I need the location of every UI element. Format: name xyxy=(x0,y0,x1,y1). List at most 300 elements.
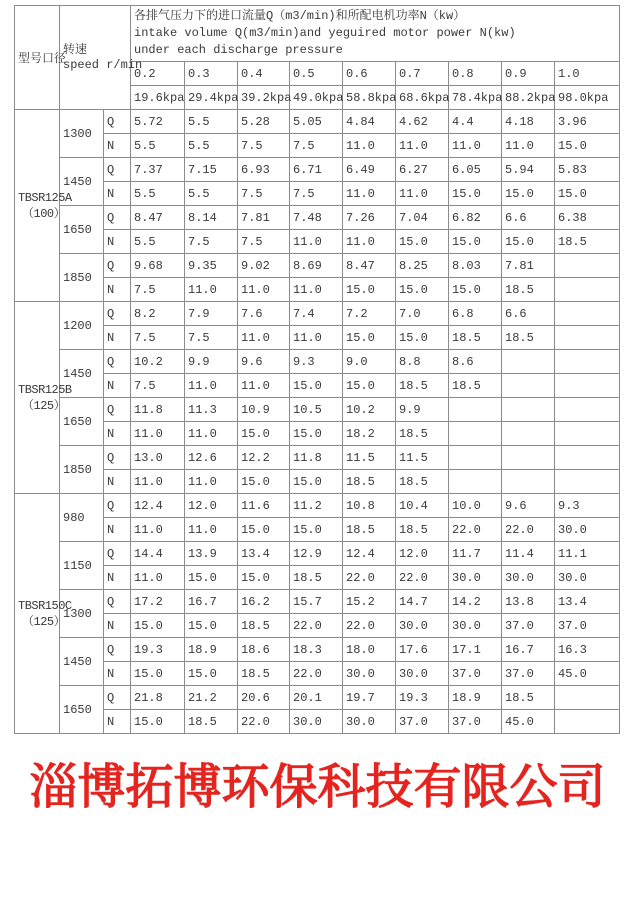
value-cell: 18.6 xyxy=(238,638,290,662)
value-cell: 22.0 xyxy=(238,710,290,734)
value-cell: 8.14 xyxy=(185,206,238,230)
pressure-header-cell: 0.5 xyxy=(290,62,343,86)
value-cell: 18.5 xyxy=(290,566,343,590)
value-cell xyxy=(449,422,502,446)
value-cell: 18.5 xyxy=(396,518,449,542)
value-cell: 21.8 xyxy=(131,686,185,710)
value-cell xyxy=(502,350,555,374)
value-cell: 8.47 xyxy=(343,254,396,278)
value-cell: 6.93 xyxy=(238,158,290,182)
value-cell: 7.5 xyxy=(238,182,290,206)
pressure-header-cell: 0.6 xyxy=(343,62,396,86)
value-cell: 9.02 xyxy=(238,254,290,278)
value-cell xyxy=(555,398,620,422)
n-label-cell: N xyxy=(104,614,131,638)
value-cell: 15.0 xyxy=(555,182,620,206)
model-cell xyxy=(15,110,72,302)
value-cell: 37.0 xyxy=(449,710,502,734)
value-cell: 15.0 xyxy=(238,470,290,494)
value-cell: 14.7 xyxy=(396,590,449,614)
value-cell xyxy=(449,398,502,422)
value-cell: 11.0 xyxy=(185,470,238,494)
value-cell: 18.5 xyxy=(502,278,555,302)
value-cell: 16.2 xyxy=(238,590,290,614)
value-cell: 5.5 xyxy=(131,230,185,254)
q-label-cell: Q xyxy=(104,254,131,278)
pressure-kpa-cell: 39.2kpa xyxy=(238,86,290,110)
pressure-header-cell: 0.4 xyxy=(238,62,290,86)
value-cell: 6.82 xyxy=(449,206,502,230)
value-cell: 11.0 xyxy=(185,278,238,302)
value-cell: 5.83 xyxy=(555,158,620,182)
q-label-cell: Q xyxy=(104,686,131,710)
value-cell: 12.4 xyxy=(343,542,396,566)
table-title-line3: under each discharge pressure xyxy=(134,43,343,57)
value-cell: 30.0 xyxy=(555,566,620,590)
value-cell: 11.1 xyxy=(555,542,620,566)
speed-cell: 1650 xyxy=(60,686,104,734)
pressure-header-cell: 0.2 xyxy=(131,62,185,86)
value-cell: 11.0 xyxy=(185,374,238,398)
value-cell: 11.0 xyxy=(238,326,290,350)
value-cell: 11.0 xyxy=(343,134,396,158)
value-cell: 30.0 xyxy=(449,614,502,638)
table-title-line1: 各排气压力下的进口流量Q（m3/min)和所配电机功率N（kw） xyxy=(134,9,466,23)
value-cell: 11.0 xyxy=(185,422,238,446)
value-cell: 12.0 xyxy=(185,494,238,518)
pressure-kpa-cell: 98.0kpa xyxy=(555,86,620,110)
value-cell: 7.48 xyxy=(290,206,343,230)
value-cell: 18.5 xyxy=(555,230,620,254)
n-label-cell: N xyxy=(104,278,131,302)
value-cell: 9.3 xyxy=(290,350,343,374)
value-cell: 20.1 xyxy=(290,686,343,710)
pressure-header-cell: 0.3 xyxy=(185,62,238,86)
value-cell: 9.9 xyxy=(396,398,449,422)
value-cell: 37.0 xyxy=(396,710,449,734)
q-label-cell: Q xyxy=(104,302,131,326)
value-cell: 7.81 xyxy=(238,206,290,230)
value-cell: 12.0 xyxy=(396,542,449,566)
speed-cell: 1450 xyxy=(60,350,104,398)
value-cell: 45.0 xyxy=(502,710,555,734)
value-cell: 19.3 xyxy=(131,638,185,662)
value-cell: 22.0 xyxy=(290,614,343,638)
value-cell: 8.25 xyxy=(396,254,449,278)
pressure-kpa-cell: 58.8kpa xyxy=(343,86,396,110)
value-cell: 15.0 xyxy=(449,278,502,302)
value-cell: 19.3 xyxy=(396,686,449,710)
value-cell: 7.9 xyxy=(185,302,238,326)
value-cell: 22.0 xyxy=(449,518,502,542)
value-cell: 7.0 xyxy=(396,302,449,326)
value-cell: 17.1 xyxy=(449,638,502,662)
value-cell: 5.94 xyxy=(502,158,555,182)
value-cell: 15.0 xyxy=(131,614,185,638)
q-label-cell: Q xyxy=(104,590,131,614)
value-cell: 5.5 xyxy=(185,134,238,158)
q-label-cell: Q xyxy=(104,494,131,518)
value-cell: 8.8 xyxy=(396,350,449,374)
value-cell: 15.0 xyxy=(396,230,449,254)
value-cell: 30.0 xyxy=(396,662,449,686)
value-cell: 18.5 xyxy=(396,374,449,398)
value-cell: 22.0 xyxy=(502,518,555,542)
speed-cell: 1200 xyxy=(60,302,104,350)
value-cell: 7.81 xyxy=(502,254,555,278)
value-cell: 11.0 xyxy=(131,422,185,446)
value-cell: 10.0 xyxy=(449,494,502,518)
n-label-cell: N xyxy=(104,326,131,350)
value-cell: 30.0 xyxy=(396,614,449,638)
pressure-kpa-cell: 49.0kpa xyxy=(290,86,343,110)
value-cell: 13.9 xyxy=(185,542,238,566)
value-cell: 11.8 xyxy=(131,398,185,422)
value-cell: 3.96 xyxy=(555,110,620,134)
value-cell: 8.2 xyxy=(131,302,185,326)
speed-label-cn: 转速 xyxy=(63,42,88,57)
value-cell: 21.2 xyxy=(185,686,238,710)
value-cell: 11.0 xyxy=(290,230,343,254)
value-cell: 37.0 xyxy=(555,614,620,638)
n-label-cell: N xyxy=(104,134,131,158)
value-cell: 7.37 xyxy=(131,158,185,182)
company-name: 淄博拓博环保科技有限公司 xyxy=(29,761,606,814)
value-cell: 12.2 xyxy=(238,446,290,470)
n-label-cell: N xyxy=(104,518,131,542)
value-cell: 6.8 xyxy=(449,302,502,326)
q-label-cell: Q xyxy=(104,542,131,566)
value-cell xyxy=(449,470,502,494)
value-cell xyxy=(555,278,620,302)
value-cell: 18.5 xyxy=(502,326,555,350)
table-title-line2: intake volume Q(m3/min)and yeguired motor power N(kw) xyxy=(134,26,516,40)
value-cell: 15.0 xyxy=(555,134,620,158)
value-cell: 15.0 xyxy=(238,422,290,446)
pressure-kpa-cell: 19.6kpa xyxy=(131,86,185,110)
pressure-header-cell: 0.9 xyxy=(502,62,555,86)
value-cell: 4.18 xyxy=(502,110,555,134)
value-cell: 15.0 xyxy=(343,278,396,302)
value-cell: 11.5 xyxy=(343,446,396,470)
value-cell: 11.0 xyxy=(502,134,555,158)
speed-cell: 1650 xyxy=(60,206,104,254)
speed-cell: 1850 xyxy=(60,254,104,302)
value-cell xyxy=(555,422,620,446)
value-cell xyxy=(555,302,620,326)
value-cell: 11.8 xyxy=(290,446,343,470)
value-cell: 15.0 xyxy=(343,326,396,350)
value-cell: 18.0 xyxy=(343,638,396,662)
value-cell: 22.0 xyxy=(396,566,449,590)
value-cell: 11.0 xyxy=(131,470,185,494)
value-cell: 4.62 xyxy=(396,110,449,134)
value-cell: 6.05 xyxy=(449,158,502,182)
value-cell: 5.5 xyxy=(131,134,185,158)
speed-cell: 1850 xyxy=(60,446,104,494)
value-cell: 15.0 xyxy=(131,710,185,734)
value-cell xyxy=(449,446,502,470)
spec-table xyxy=(14,5,620,734)
value-cell: 18.5 xyxy=(343,470,396,494)
value-cell: 6.38 xyxy=(555,206,620,230)
value-cell: 4.84 xyxy=(343,110,396,134)
value-cell: 9.35 xyxy=(185,254,238,278)
q-label-cell: Q xyxy=(104,110,131,134)
model-bore: （100） xyxy=(22,206,66,221)
value-cell: 15.0 xyxy=(290,374,343,398)
speed-label-en: speed r/min xyxy=(63,57,143,72)
value-cell: 18.5 xyxy=(238,662,290,686)
value-cell: 18.5 xyxy=(396,470,449,494)
value-cell: 30.0 xyxy=(555,518,620,542)
value-cell: 15.0 xyxy=(502,182,555,206)
value-cell: 11.2 xyxy=(290,494,343,518)
value-cell: 7.04 xyxy=(396,206,449,230)
value-cell: 5.72 xyxy=(131,110,185,134)
speed-column-header xyxy=(60,6,143,110)
value-cell: 11.5 xyxy=(396,446,449,470)
n-label-cell: N xyxy=(104,470,131,494)
value-cell xyxy=(502,446,555,470)
value-cell: 15.0 xyxy=(290,470,343,494)
value-cell: 11.0 xyxy=(343,230,396,254)
value-cell xyxy=(502,422,555,446)
value-cell: 7.5 xyxy=(290,182,343,206)
speed-cell: 1450 xyxy=(60,158,104,206)
value-cell: 13.4 xyxy=(555,590,620,614)
value-cell: 9.6 xyxy=(502,494,555,518)
value-cell: 6.6 xyxy=(502,302,555,326)
value-cell: 6.6 xyxy=(502,206,555,230)
value-cell: 9.3 xyxy=(555,494,620,518)
value-cell: 7.5 xyxy=(290,134,343,158)
pressure-kpa-cell: 78.4kpa xyxy=(449,86,502,110)
value-cell: 11.6 xyxy=(238,494,290,518)
value-cell: 30.0 xyxy=(449,566,502,590)
pressure-header-cell: 0.8 xyxy=(449,62,502,86)
q-label-cell: Q xyxy=(104,350,131,374)
pressure-header-cell: 0.7 xyxy=(396,62,449,86)
value-cell: 15.0 xyxy=(238,566,290,590)
value-cell: 16.3 xyxy=(555,638,620,662)
value-cell: 10.2 xyxy=(343,398,396,422)
value-cell: 10.8 xyxy=(343,494,396,518)
value-cell: 15.0 xyxy=(449,230,502,254)
value-cell: 15.0 xyxy=(290,518,343,542)
value-cell: 15.0 xyxy=(185,662,238,686)
value-cell: 18.9 xyxy=(185,638,238,662)
value-cell: 7.4 xyxy=(290,302,343,326)
n-label-cell: N xyxy=(104,374,131,398)
value-cell: 19.7 xyxy=(343,686,396,710)
speed-cell: 1150 xyxy=(60,542,104,590)
value-cell: 18.5 xyxy=(343,518,396,542)
value-cell: 8.6 xyxy=(449,350,502,374)
value-cell: 13.0 xyxy=(131,446,185,470)
value-cell: 22.0 xyxy=(290,662,343,686)
n-label-cell: N xyxy=(104,710,131,734)
value-cell xyxy=(555,326,620,350)
value-cell: 5.5 xyxy=(185,110,238,134)
value-cell: 7.5 xyxy=(131,374,185,398)
value-cell: 7.5 xyxy=(131,278,185,302)
value-cell: 18.5 xyxy=(502,686,555,710)
speed-cell: 1300 xyxy=(60,590,104,638)
value-cell: 10.9 xyxy=(238,398,290,422)
value-cell: 11.4 xyxy=(502,542,555,566)
value-cell: 18.5 xyxy=(238,614,290,638)
q-label-cell: Q xyxy=(104,398,131,422)
value-cell: 7.15 xyxy=(185,158,238,182)
value-cell xyxy=(502,470,555,494)
value-cell: 11.0 xyxy=(290,326,343,350)
value-cell: 8.47 xyxy=(131,206,185,230)
value-cell: 15.0 xyxy=(238,518,290,542)
value-cell: 22.0 xyxy=(343,566,396,590)
value-cell: 17.2 xyxy=(131,590,185,614)
value-cell xyxy=(555,710,620,734)
value-cell: 7.6 xyxy=(238,302,290,326)
model-column-header: 型号口径 xyxy=(15,6,60,110)
value-cell: 37.0 xyxy=(502,662,555,686)
value-cell: 12.4 xyxy=(131,494,185,518)
value-cell xyxy=(555,470,620,494)
speed-cell: 1300 xyxy=(60,110,104,158)
value-cell xyxy=(555,254,620,278)
value-cell: 11.7 xyxy=(449,542,502,566)
value-cell: 15.0 xyxy=(396,326,449,350)
value-cell: 30.0 xyxy=(343,710,396,734)
value-cell: 7.5 xyxy=(185,326,238,350)
value-cell: 11.0 xyxy=(185,518,238,542)
model-bore: （125） xyxy=(22,614,66,629)
n-label-cell: N xyxy=(104,422,131,446)
speed-cell: 1450 xyxy=(60,638,104,686)
value-cell: 15.7 xyxy=(290,590,343,614)
value-cell: 6.71 xyxy=(290,158,343,182)
value-cell: 7.5 xyxy=(185,230,238,254)
value-cell: 5.28 xyxy=(238,110,290,134)
value-cell: 18.3 xyxy=(290,638,343,662)
value-cell: 9.9 xyxy=(185,350,238,374)
value-cell: 11.0 xyxy=(396,134,449,158)
value-cell: 22.0 xyxy=(343,614,396,638)
value-cell xyxy=(555,686,620,710)
value-cell: 5.05 xyxy=(290,110,343,134)
value-cell: 8.03 xyxy=(449,254,502,278)
q-label-cell: Q xyxy=(104,638,131,662)
pressure-header-cell: 1.0 xyxy=(555,62,620,86)
value-cell: 15.0 xyxy=(131,662,185,686)
value-cell: 11.0 xyxy=(449,134,502,158)
value-cell: 14.2 xyxy=(449,590,502,614)
value-cell: 9.0 xyxy=(343,350,396,374)
value-cell: 11.0 xyxy=(290,278,343,302)
value-cell: 15.0 xyxy=(290,422,343,446)
value-cell: 30.0 xyxy=(502,566,555,590)
value-cell: 18.5 xyxy=(449,374,502,398)
n-label-cell: N xyxy=(104,662,131,686)
value-cell: 45.0 xyxy=(555,662,620,686)
value-cell xyxy=(555,374,620,398)
value-cell: 18.9 xyxy=(449,686,502,710)
model-name: TBSR150C xyxy=(18,598,72,613)
value-cell: 7.5 xyxy=(238,134,290,158)
value-cell: 11.0 xyxy=(396,182,449,206)
n-label-cell: N xyxy=(104,566,131,590)
value-cell: 16.7 xyxy=(185,590,238,614)
value-cell: 15.0 xyxy=(185,614,238,638)
value-cell: 7.26 xyxy=(343,206,396,230)
value-cell: 10.2 xyxy=(131,350,185,374)
value-cell: 30.0 xyxy=(343,662,396,686)
speed-cell: 1650 xyxy=(60,398,104,446)
value-cell: 18.5 xyxy=(396,422,449,446)
model-cell xyxy=(15,494,72,734)
model-name: TBSR125B xyxy=(18,382,72,397)
q-label-cell: Q xyxy=(104,158,131,182)
pressure-kpa-cell: 88.2kpa xyxy=(502,86,555,110)
n-label-cell: N xyxy=(104,230,131,254)
value-cell: 5.5 xyxy=(131,182,185,206)
value-cell: 12.9 xyxy=(290,542,343,566)
value-cell: 11.0 xyxy=(238,278,290,302)
value-cell: 20.6 xyxy=(238,686,290,710)
value-cell: 15.0 xyxy=(396,278,449,302)
pressure-kpa-cell: 68.6kpa xyxy=(396,86,449,110)
value-cell: 16.7 xyxy=(502,638,555,662)
value-cell: 15.2 xyxy=(343,590,396,614)
value-cell xyxy=(555,446,620,470)
model-cell xyxy=(15,302,72,494)
value-cell: 7.2 xyxy=(343,302,396,326)
table-title xyxy=(131,6,620,62)
value-cell xyxy=(502,398,555,422)
n-label-cell: N xyxy=(104,182,131,206)
value-cell: 15.0 xyxy=(502,230,555,254)
value-cell: 15.0 xyxy=(185,566,238,590)
value-cell: 7.5 xyxy=(238,230,290,254)
value-cell: 9.68 xyxy=(131,254,185,278)
value-cell: 11.0 xyxy=(238,374,290,398)
value-cell: 11.3 xyxy=(185,398,238,422)
value-cell: 15.0 xyxy=(449,182,502,206)
q-label-cell: Q xyxy=(104,206,131,230)
value-cell: 13.4 xyxy=(238,542,290,566)
value-cell xyxy=(502,374,555,398)
value-cell: 10.4 xyxy=(396,494,449,518)
speed-cell: 980 xyxy=(60,494,104,542)
model-bore: （125） xyxy=(22,398,66,413)
value-cell: 18.2 xyxy=(343,422,396,446)
value-cell: 14.4 xyxy=(131,542,185,566)
q-label-cell: Q xyxy=(104,446,131,470)
value-cell: 18.5 xyxy=(185,710,238,734)
model-name: TBSR125A xyxy=(18,190,72,205)
value-cell: 30.0 xyxy=(290,710,343,734)
value-cell: 6.49 xyxy=(343,158,396,182)
value-cell: 18.5 xyxy=(449,326,502,350)
pressure-kpa-cell: 29.4kpa xyxy=(185,86,238,110)
value-cell: 7.5 xyxy=(131,326,185,350)
value-cell: 11.0 xyxy=(343,182,396,206)
value-cell: 8.69 xyxy=(290,254,343,278)
value-cell: 10.5 xyxy=(290,398,343,422)
value-cell: 11.0 xyxy=(131,518,185,542)
value-cell: 6.27 xyxy=(396,158,449,182)
value-cell: 5.5 xyxy=(185,182,238,206)
